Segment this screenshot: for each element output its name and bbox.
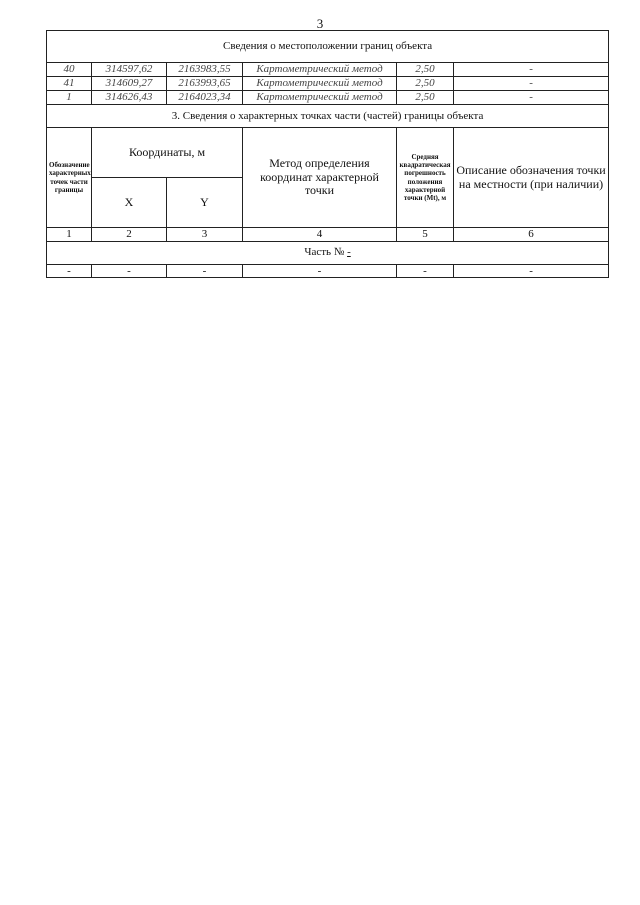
part-row <box>47 241 609 264</box>
y-cell: 2163993,65 <box>167 77 243 91</box>
method-cell: Картометрический метод <box>243 63 397 77</box>
column-number: 1 <box>47 228 92 242</box>
column-number: 4 <box>243 228 397 242</box>
page-number: 3 <box>316 16 324 31</box>
point-cell: 41 <box>47 77 92 91</box>
header-row <box>47 128 609 178</box>
description-cell: - <box>454 77 609 91</box>
method-cell: Картометрический метод <box>243 77 397 91</box>
column-number: 3 <box>167 228 243 242</box>
error-cell: 2,50 <box>397 77 454 91</box>
header-x: X <box>92 178 167 228</box>
header-point-designation: Обозначение характерных точек части границы <box>47 128 92 228</box>
header-description: Описание обозначения точки на местности (при наличии) <box>454 128 609 228</box>
boundary-table <box>46 30 609 278</box>
part-value: - <box>347 246 351 259</box>
header-y: Y <box>167 178 243 228</box>
method-cell: Картометрический метод <box>243 91 397 105</box>
description-cell: - <box>454 63 609 77</box>
empty-cell: - <box>167 264 243 278</box>
header-coordinates: Координаты, м <box>92 128 243 178</box>
error-cell: 2,50 <box>397 63 454 77</box>
y-cell: 2163983,55 <box>167 63 243 77</box>
section3-title-row <box>47 105 609 128</box>
x-cell: 314609,27 <box>92 77 167 91</box>
table-row <box>47 264 609 278</box>
point-cell: 1 <box>47 91 92 105</box>
section-title-row <box>47 31 609 63</box>
description-cell: - <box>454 91 609 105</box>
section-title: Сведения о местоположении границ объекта <box>47 31 609 63</box>
point-cell: 40 <box>47 63 92 77</box>
y-cell: 2164023,34 <box>167 91 243 105</box>
empty-cell: - <box>454 264 609 278</box>
part-label: Часть № <box>304 246 345 259</box>
empty-cell: - <box>47 264 92 278</box>
column-number-row <box>47 228 609 242</box>
empty-cell: - <box>397 264 454 278</box>
section3-title: 3. Сведения о характерных точках части (частей) границы объекта <box>47 105 609 128</box>
header-method: Метод определения координат характерной точки <box>243 128 397 228</box>
header-rms-error: Средняя квадратическая погрешность положения характерной точки (Mt), м <box>397 128 454 228</box>
table-row <box>47 63 609 77</box>
error-cell: 2,50 <box>397 91 454 105</box>
empty-cell: - <box>243 264 397 278</box>
x-cell: 314626,43 <box>92 91 167 105</box>
x-cell: 314597,62 <box>92 63 167 77</box>
column-number: 6 <box>454 228 609 242</box>
table-row <box>47 77 609 91</box>
table-row <box>47 91 609 105</box>
column-number: 5 <box>397 228 454 242</box>
column-number: 2 <box>92 228 167 242</box>
empty-cell: - <box>92 264 167 278</box>
part-cell <box>47 241 609 264</box>
